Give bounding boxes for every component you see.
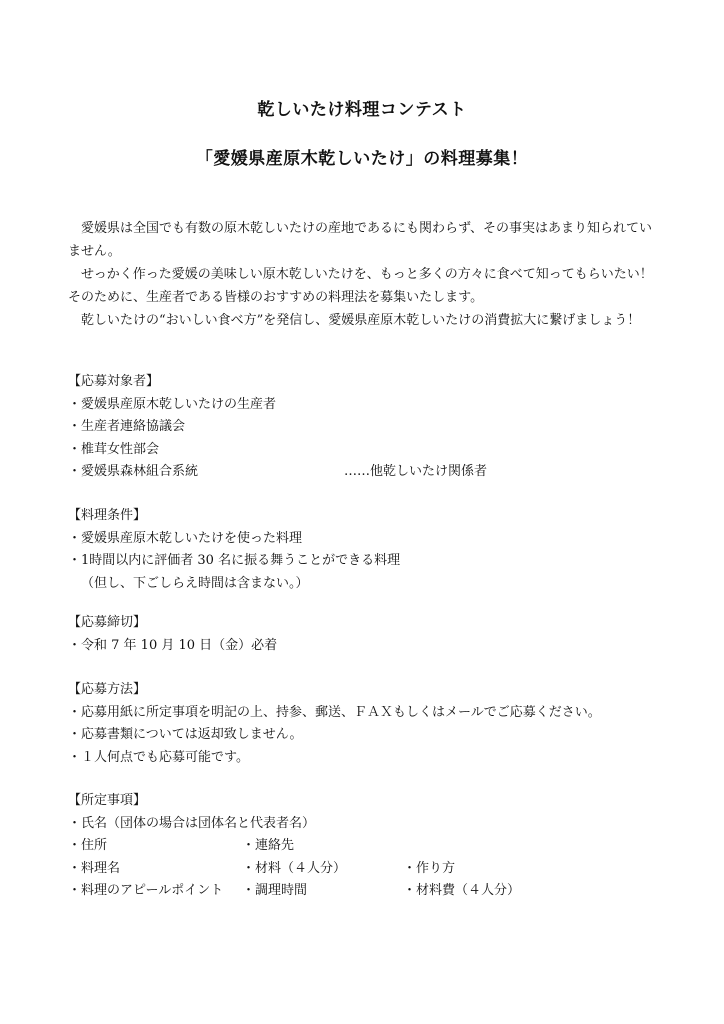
list-item: ・料理名 bbox=[68, 860, 121, 876]
method-section bbox=[68, 679, 668, 769]
section-heading: 【所定事項】 bbox=[68, 793, 147, 808]
contest-subtitle: 「愛媛県産原木乾しいたけ」の料理募集！ bbox=[195, 149, 529, 169]
list-row bbox=[68, 835, 668, 858]
condition-note: （但し、下ごしらえ時間は含まない。） bbox=[81, 575, 309, 591]
list-item: ・1時間以内に評価者 30 名に振る舞うことができる料理 bbox=[68, 553, 401, 568]
list-row bbox=[68, 858, 668, 881]
intro-paragraph: せっかく作った愛媛の美味しい原木乾しいたけを、もっと多くの方々に食べて知ってもらいたい！そのために、生産者である皆様のおすすめの料理法を募集いたします。 bbox=[68, 267, 653, 305]
list-item: ・材料費（４人分） bbox=[403, 883, 521, 898]
section-heading: 【料理条件】 bbox=[68, 508, 147, 523]
intro-paragraph: 愛媛県は全国でも有数の原木乾しいたけの産地であるにも関わらず、その事実はあまり知られていません。 bbox=[68, 221, 652, 259]
list-item: ・生産者連絡協議会 bbox=[68, 419, 186, 434]
list-item: ・作り方 bbox=[403, 860, 456, 876]
section-heading: 【応募方法】 bbox=[68, 682, 147, 697]
intro-paragraphs bbox=[68, 217, 660, 332]
section-heading: 【応募締切】 bbox=[68, 615, 147, 630]
section-heading: 【応募対象者】 bbox=[68, 374, 160, 389]
list-row bbox=[68, 461, 668, 484]
other-related-note: ……他乾しいたけ関係者 bbox=[344, 464, 488, 479]
deadline-section bbox=[68, 612, 668, 657]
list-item: ・愛媛県産原木乾しいたけを使った料理 bbox=[68, 530, 303, 546]
list-item: ・氏名（団体の場合は団体名と代表者名） bbox=[68, 815, 316, 831]
list-item: ・愛媛県森林組合系統 bbox=[68, 464, 199, 479]
list-item: ・応募書類については返却致しません。 bbox=[68, 727, 303, 742]
list-row bbox=[68, 880, 668, 903]
list-item: ・応募用紙に所定事項を明記の上、持参、郵送、ＦＡＸもしくはメールでご応募ください。 bbox=[68, 704, 601, 720]
intro-paragraph: 乾しいたけの“おいしい食べ方”を発信し、愛媛県産原木乾しいたけの消費拡大に繋げましょう！ bbox=[81, 313, 641, 328]
list-item: ・料理のアピールポイント bbox=[68, 883, 224, 898]
list-item: ・住所 bbox=[68, 838, 108, 853]
list-item: ・材料（４人分） bbox=[242, 860, 347, 876]
list-item: ・１人何点でも応募可能です。 bbox=[68, 749, 249, 765]
contest-title: 乾しいたけ料理コンテスト bbox=[257, 100, 467, 120]
conditions-section bbox=[68, 505, 668, 595]
required-items-section bbox=[68, 790, 668, 903]
list-item: ・椎茸女性部会 bbox=[68, 441, 160, 457]
list-item: ・愛媛県産原木乾しいたけの生産者 bbox=[68, 396, 277, 412]
eligibility-section bbox=[68, 371, 668, 484]
list-item: ・調理時間 bbox=[242, 883, 308, 898]
list-item: ・連絡先 bbox=[242, 838, 295, 853]
deadline-date: ・令和 7 年 10 月 10 日（金）必着 bbox=[68, 637, 278, 653]
